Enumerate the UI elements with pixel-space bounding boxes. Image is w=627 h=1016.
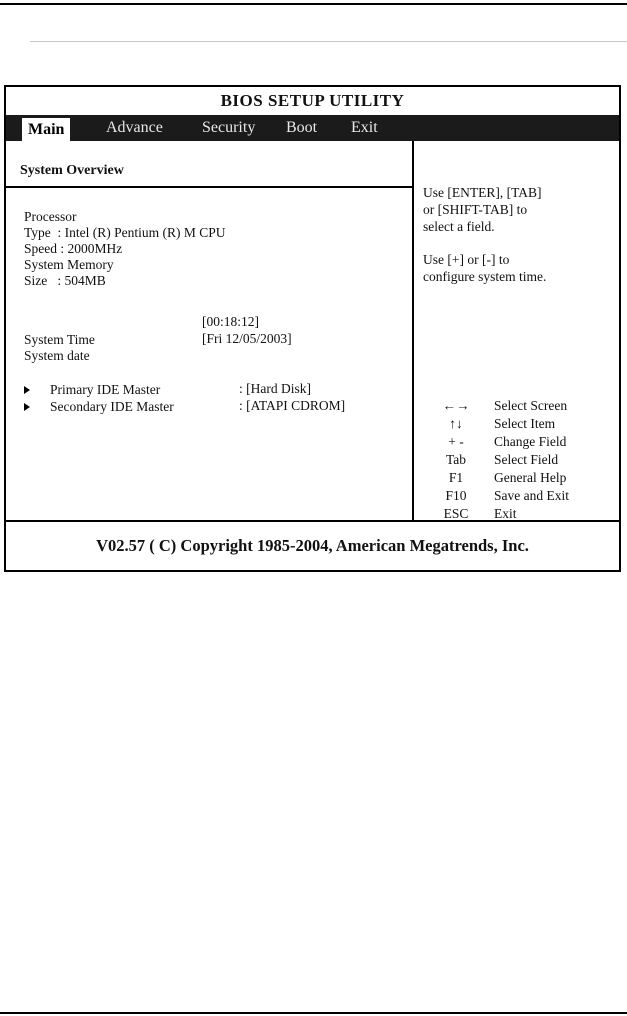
key-description: General Help bbox=[494, 470, 567, 485]
key-label: Tab bbox=[445, 452, 467, 467]
key-description: Select Item bbox=[494, 416, 556, 431]
help-line-2: or [SHIFT-TAB] to bbox=[423, 202, 528, 217]
key-description: Exit bbox=[494, 506, 517, 521]
pane-divider bbox=[412, 141, 414, 521]
section-rule bbox=[6, 186, 412, 188]
key-label: + - bbox=[448, 434, 464, 449]
key-label: F1 bbox=[448, 470, 464, 485]
system-date-value[interactable]: [Fri 12/05/2003] bbox=[202, 331, 292, 346]
key-description: Select Field bbox=[494, 452, 559, 467]
secondary-ide-value: : [ATAPI CDROM] bbox=[239, 398, 346, 413]
secondary-ide-label[interactable]: Secondary IDE Master bbox=[50, 399, 174, 414]
bios-title: BIOS SETUP UTILITY bbox=[220, 91, 405, 110]
section-title: System Overview bbox=[20, 163, 124, 178]
help-line-3: select a field. bbox=[423, 219, 495, 234]
page-top-rule bbox=[0, 3, 627, 5]
page-bottom-rule bbox=[0, 1012, 627, 1014]
copyright-footer: V02.57 ( C) Copyright 1985-2004, American Megatrends, Inc. bbox=[96, 536, 529, 555]
key-label: ESC bbox=[443, 506, 469, 521]
system-time-label: System Time bbox=[24, 332, 95, 347]
up-down-arrows-icon: ↑↓ bbox=[449, 416, 463, 431]
key-description: Save and Exit bbox=[494, 488, 569, 503]
key-description: Change Field bbox=[494, 434, 567, 449]
tab-exit[interactable]: Exit bbox=[351, 119, 378, 136]
primary-ide-value: : [Hard Disk] bbox=[239, 381, 311, 396]
tab-advance[interactable]: Advance bbox=[106, 119, 163, 136]
tab-security[interactable]: Security bbox=[202, 119, 256, 136]
processor-speed: Speed : 2000MHz bbox=[24, 241, 123, 256]
menu-bar bbox=[6, 115, 619, 141]
system-date-label: System date bbox=[24, 348, 90, 363]
tab-main[interactable]: Main bbox=[22, 118, 70, 141]
bios-window bbox=[4, 85, 621, 572]
help-line-5: configure system time. bbox=[423, 269, 547, 284]
system-time-value[interactable]: [00:18:12] bbox=[202, 314, 259, 329]
page-header-rule bbox=[30, 41, 627, 42]
memory-size: Size : 504MB bbox=[24, 273, 106, 288]
left-right-arrows-icon: ←→ bbox=[442, 398, 470, 413]
submenu-arrow-icon bbox=[24, 386, 30, 394]
help-line-1: Use [ENTER], [TAB] bbox=[423, 185, 542, 200]
tab-boot[interactable]: Boot bbox=[286, 119, 318, 136]
primary-ide-label[interactable]: Primary IDE Master bbox=[50, 382, 161, 397]
submenu-arrow-icon bbox=[24, 403, 30, 411]
processor-type: Type : Intel (R) Pentium (R) M CPU bbox=[24, 225, 226, 240]
memory-label: System Memory bbox=[24, 257, 114, 272]
key-description: Select Screen bbox=[494, 398, 568, 413]
help-line-4: Use [+] or [-] to bbox=[423, 252, 510, 267]
processor-label: Processor bbox=[24, 209, 77, 224]
key-label: F10 bbox=[445, 488, 467, 503]
